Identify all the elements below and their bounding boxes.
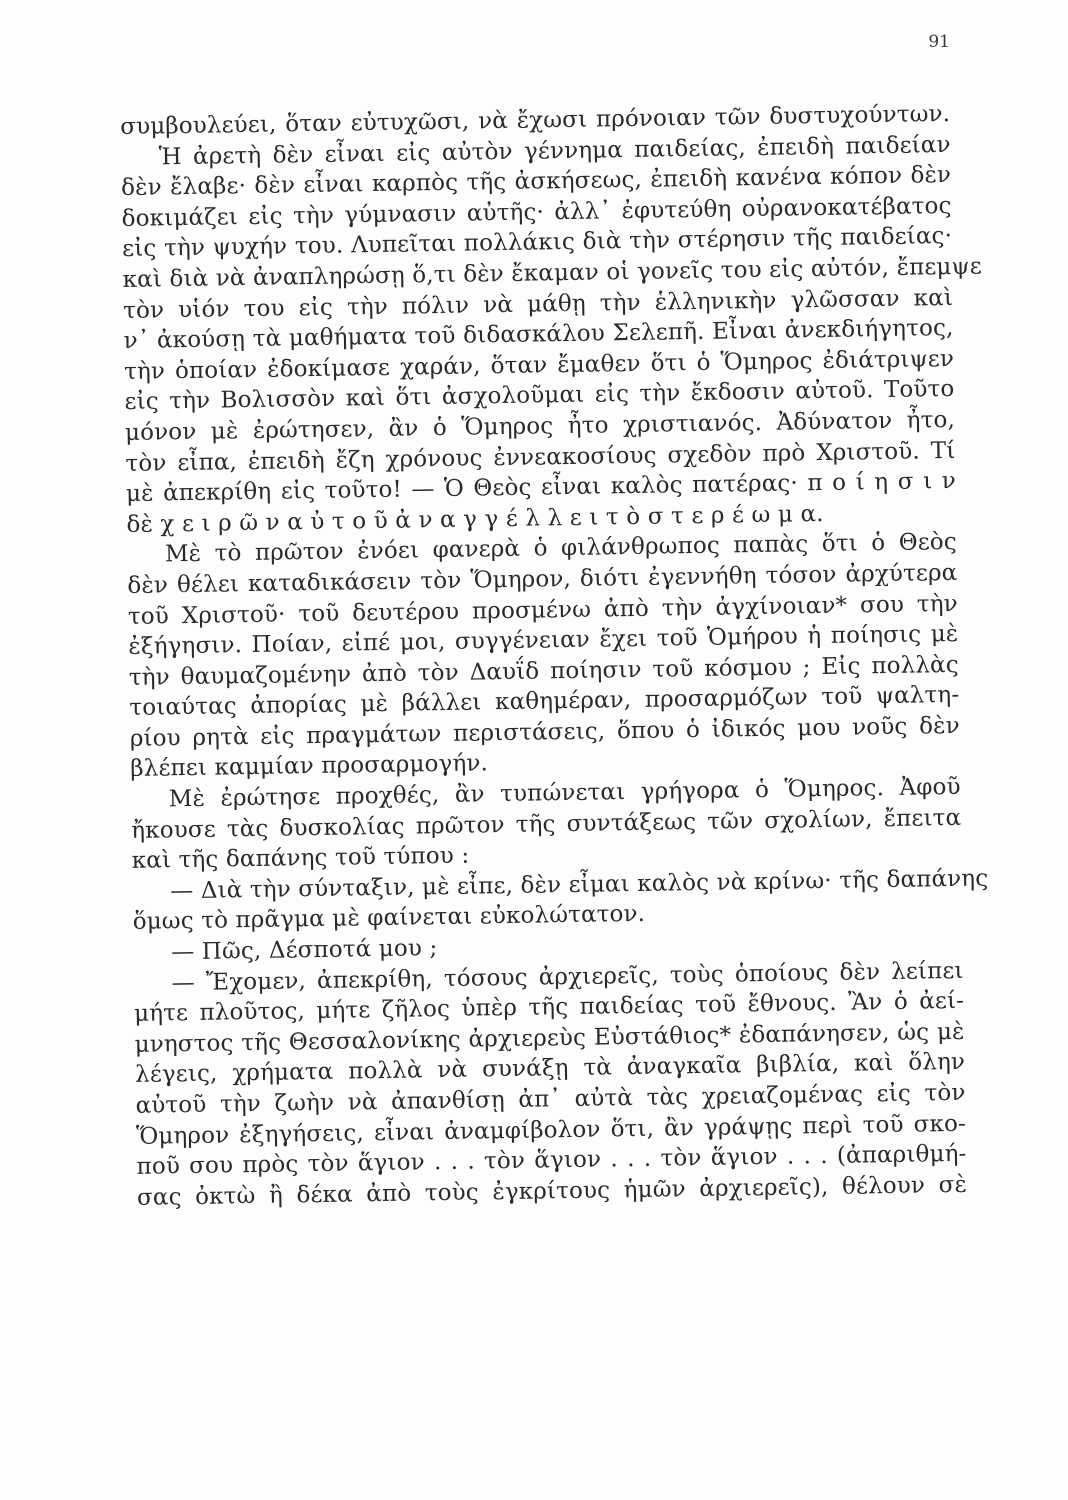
text-line: Μὲ τὸ πρῶτον ἐνόει φανερὰ ὁ φιλάνθρωπος παπὰς ὅτι ὁ Θεὸς [164,529,958,568]
text-line: αὐτοῦ τὴν ζωὴν νὰ ἀπανθίσῃ ἀπ᾽ αὐτὰ τὰς χρειαζομένας εἰς τὸν [135,1079,966,1119]
text-line: δοκιμάζει εἰς τὴν γύμνασιν αὐτῆς· ἀλλ᾽ ἐφυτεύθη οὐρανοκατέβατος [121,192,952,232]
text-line: τοῦ Χριστοῦ· τοῦ δευτέρου προσμένω ἀπὸ τὴν ἀγχίνοιαν* σου τὴν [127,590,959,630]
text-line: λέγεις, χρήματα πολλὰ νὰ συνάξῃ τὰ ἀναγκαῖα βιβλία, καὶ ὅλην [134,1049,966,1089]
text-line: ἐξήγησιν. Ποίαν, εἰπέ μοι, συγγένειαν ἔχει τοῦ Ὁμήρου ἡ ποίησις μὲ [128,620,959,661]
text-line: ποῦ σου πρὸς τὸν ἅγιον . . . τὸν ἅγιον . . . τὸν ἅγιον . . . (ἀπαριθμή- [136,1141,967,1181]
text-line: δὲ χ ε ι ρ ῶ ν α ὐ τ ο ῦ ἀ ν α γ γ έ λ λ ε ι τ ὸ σ τ ε ρ έ ω μ α. [126,500,824,538]
text-line: τὸν εἶπα, ἐπειδὴ ἔζη χρόνους ἐννεακοσίους σχεδὸν πρὸ Χριστοῦ. Τί [125,437,956,477]
text-line: τὴν ὁποίαν ἐδοκίμασε χαράν, ὅταν ἔμαθεν ὅτι ὁ Ὅμηρος ἐδιάτριψεν [123,345,955,385]
text-line: μὲ ἀπεκρίθη εἰς τοῦτο! — Ὁ Θεὸς εἶναι καλὸς πατέρας· π ο ί η σ ι ν [125,468,957,508]
text-line: εἰς τὴν Βολισσὸν καὶ ὅτι ἀσχολοῦμαι εἰς τὴν ἔκδοσιν αὐτοῦ. Τοῦτο [124,376,955,416]
text-line: δὲν θέλει καταδικάσειν τὸν Ὅμηρον, διότι ἐγεννήθη τόσον ἀρχύτερα [127,559,958,599]
text-line: μνηστος τῆς Θεσσαλονίκης ἀρχιερεὺς Εὐστάθιος* ἐδαπάνησεν, ὡς μὲ [134,1018,965,1058]
text-line: τὴν θαυμαζομένην ἀπὸ τὸν Δαυΐδ ποίησιν τοῦ κόσμου ; Εἰς πολλὰς [128,651,959,691]
text-line: — Πῶς, Δέσποτά μου ; [171,935,438,966]
text-line: ρίου ρητὰ εἰς πραγμάτων περιστάσεις, ὅπου ὁ ἰδικός μου νοῦς δὲν [129,712,960,752]
page-number: 91 [928,32,950,52]
text-line: συμβουλεύει, ὅταν εὐτυχῶσι, νὰ ἔχωσι πρόνοιαν τῶν δυστυχούντων. [120,100,951,140]
text-line: μήτε πλοῦτος, μήτε ζῆλος ὑπὲρ τῆς παιδείας τοῦ ἔθνους. Ἂν ὁ ἀεί- [133,988,965,1028]
text-line: — Ἔχομεν, ἀπεκρίθη, τόσους ἀρχιερεῖς, τοὺς ὁποίους δὲν λείπει [171,957,964,996]
text-line: βλέπει καμμίαν προσαρμογήν. [130,750,489,783]
text-body [120,99,989,1213]
text-line: Μὲ ἐρώτησε προχθές, ἂν τυπώνεται γρήγορα ὁ Ὅμηρος. Ἀφοῦ [168,773,961,813]
text-line: καὶ διὰ νὰ ἀναπληρώσῃ ὅ,τι δὲν ἔκαμαν οἱ γονεῖς του εἰς αὐτόν, ἔπεμψε [122,253,982,293]
text-line: — Διὰ τὴν σύνταξιν, μὲ εἶπε, δὲν εἶμαι καλὸς νὰ κρίνω· τῆς δαπάνης [170,865,989,905]
text-line: Ὅμηρον ἐξηγήσεις, εἶναι ἀναμφίβολον ὅτι, ἂν γράψῃς περὶ τοῦ σκο- [135,1110,967,1150]
text-line: ὅμως τὸ πρᾶγμα μὲ φαίνεται εὐκολώτατον. [132,901,646,936]
text-line: ν᾽ ἀκούσῃ τὰ μαθήματα τοῦ διδασκάλου Σελεπῆ. Εἶναι ἀνεκδιήγητος, [123,315,954,355]
text-line: τοιαύτας ἀπορίας μὲ βάλλει καθημέραν, προσαρμόζων τοῦ ψαλτη- [129,682,960,722]
text-line: ἤκουσε τὰς δυσκολίας πρῶτον τῆς συντάξεως τῶν σχολίων, ἔπειτα [131,804,962,844]
text-line: Ἡ ἀρετὴ δὲν εἶναι εἰς αὐτὸν γέννημα παιδείας, ἐπειδὴ παιδείαν [158,131,951,170]
text-line: εἰς τὴν ψυχήν του. Λυπεῖται πολλάκις διὰ τὴν στέρησιν τῆς παιδείας· [121,223,953,263]
text-line: καὶ τῆς δαπάνης τοῦ τύπου : [131,842,470,875]
text-line: τὸν υἱόν του εἰς τὴν πόλιν νὰ μάθῃ τὴν ἑλληνικὴν γλῶσσαν καὶ [122,284,954,324]
text-line: δὲν ἔλαβε· δὲν εἶναι καρπὸς τῆς ἀσκήσεως, ἐπειδὴ κανένα κόπον δὲν [120,162,952,202]
text-line: μόνον μὲ ἐρώτησεν, ἂν ὁ Ὅμηρος ἦτο χριστιανός. Ἀδύνατον ἦτο, [124,406,956,446]
text-line: σας ὀκτὼ ἢ δέκα ἀπὸ τοὺς ἐγκρίτους ἡμῶν ἀρχιερεῖς), θέλουν σὲ [136,1171,968,1211]
